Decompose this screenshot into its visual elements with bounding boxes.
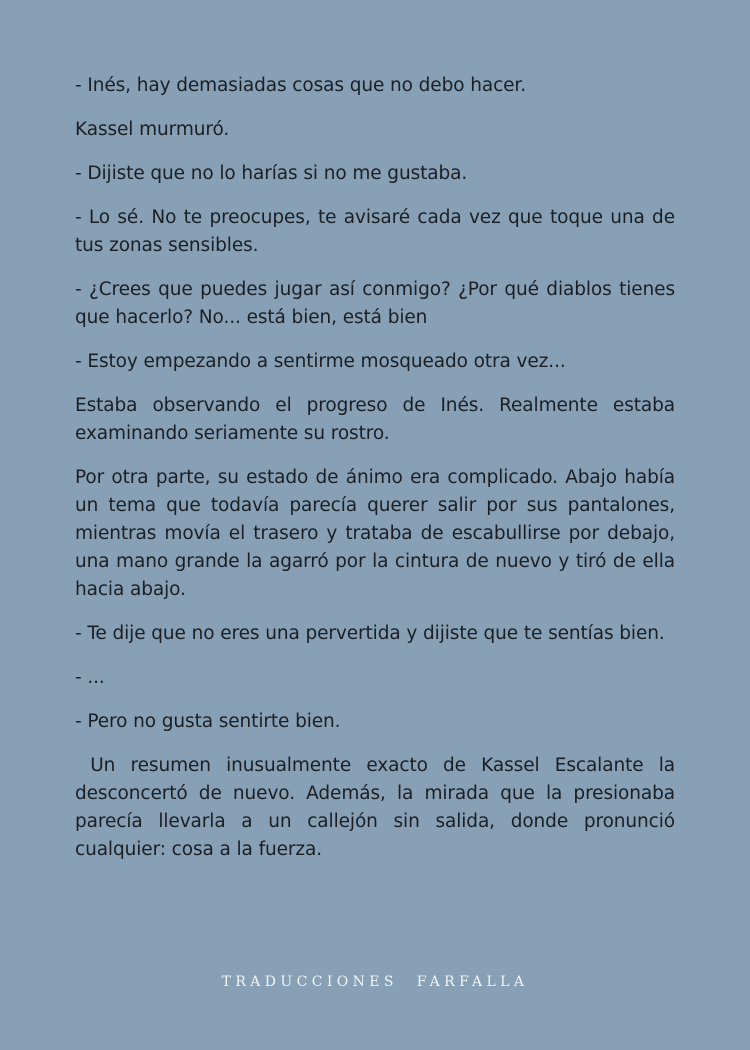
document-body <box>75 72 681 880</box>
paragraph-12: Un resumen inusualmente exacto de Kassel Escalante la desconcertó de nuevo. Además, la mirada que la presionaba parecía llevarla a un callejón sin salida, donde pronunció cualquier: cosa a la fuerza. <box>75 755 681 860</box>
paragraph-4: - Lo sé. No te preocupes, te avisaré cada vez que toque una de tus zonas sensibles. <box>75 207 675 256</box>
paragraph-6: - Estoy empezando a sentirme mosqueado otra vez... <box>75 351 566 372</box>
paragraph-5: - ¿Crees que puedes jugar así conmigo? ¿Por qué diablos tienes que hacerlo? No... está bien, está bien <box>75 279 675 328</box>
paragraph-8: Por otra parte, su estado de ánimo era complicado. Abajo había un tema que todavía parecía querer salir por sus pantalones, mientras movía el trasero y trataba de escabullirse por debajo, una mano grande la agarró por la cintura de nuevo y tiró de ella hacia abajo. <box>75 467 675 600</box>
paragraph-7: Estaba observando el progreso de Inés. Realmente estaba examinando seriamente su rostro. <box>75 395 675 444</box>
paragraph-9: - Te dije que no eres una pervertida y dijiste que te sentías bien. <box>75 623 665 644</box>
paragraph-11: - Pero no gusta sentirte bien. <box>75 711 341 732</box>
paragraph-1: - Inés, hay demasiadas cosas que no debo hacer. <box>75 75 527 96</box>
footer-credit: TRADUCCIONES FARFALLA <box>221 974 529 990</box>
paragraph-10: - ... <box>75 667 105 688</box>
paragraph-3: - Dijiste que no lo harías si no me gustaba. <box>75 163 468 184</box>
paragraph-2: Kassel murmuró. <box>75 119 230 140</box>
